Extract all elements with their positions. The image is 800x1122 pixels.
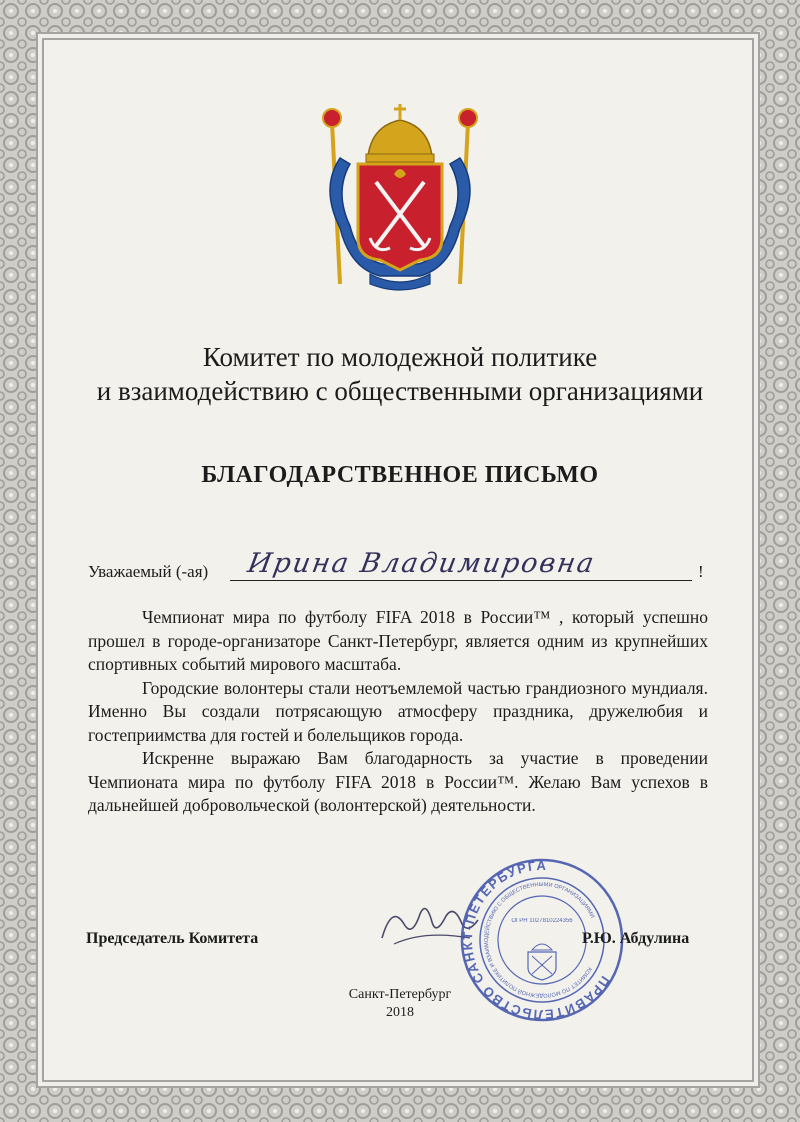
body-paragraph-3: Искренне выражаю Вам благодарность за участие в проведении Чемпионата мира по футболу FIFA 2018 в России™. Желаю Вам успехов в дальнейшей добровольческой (волонтерской) деятельности.	[88, 748, 708, 815]
body-paragraph-2: Городские волонтеры стали неотъемлемой частью грандиозного мундиаля. Именно Вы создали потрясающую атмосферу праздника, дружелюбия и гостеприимства для гостей и болельщиков города.	[88, 677, 708, 745]
name-underline	[230, 580, 692, 581]
letter-body	[88, 606, 708, 818]
document-title: БЛАГОДАРСТВЕННОЕ ПИСЬМО	[201, 462, 599, 488]
committee-name	[60, 340, 740, 408]
stamp-ogrn: ОГРН 1027810224356	[511, 918, 573, 924]
handwritten-name: Ирина Владимировна	[245, 548, 598, 579]
signatory-position: Председатель Комитета	[86, 930, 259, 947]
place-year: 2018	[386, 1005, 414, 1020]
greeting-label: Уважаемый (-ая)	[88, 562, 209, 581]
coat-of-arms-emblem	[310, 98, 490, 296]
committee-line-1: Комитет по молодежной политике	[202, 342, 598, 372]
committee-line-2: и взаимодействию с общественными организациями	[96, 376, 704, 406]
signatory-name: Р.Ю. Абдулина	[582, 930, 690, 947]
greeting-line	[88, 548, 718, 584]
stamp-outer-text: ПРАВИТЕЛЬСТВО САНКТ-ПЕТЕРБУРГА	[459, 857, 613, 1023]
body-paragraph-1: Чемпионат мира по футболу FIFA 2018 в России™ , который успешно прошел в городе-организаторе Санкт-Петербург, является одним из крупнейших спортивных событий мирового масштаба.	[88, 607, 708, 674]
place-and-date	[300, 986, 500, 1022]
greeting-exclamation: !	[698, 562, 704, 581]
stamp-inner-text: КОМИТЕТ ПО МОЛОДЕЖНОЙ ПОЛИТИКЕ И ВЗАИМОДЕЙСТВИЮ С ОБЩЕСТВЕННЫМИ ОРГАНИЗАЦИЯМИ	[483, 881, 596, 999]
place-city: Санкт-Петербург	[348, 987, 452, 1002]
